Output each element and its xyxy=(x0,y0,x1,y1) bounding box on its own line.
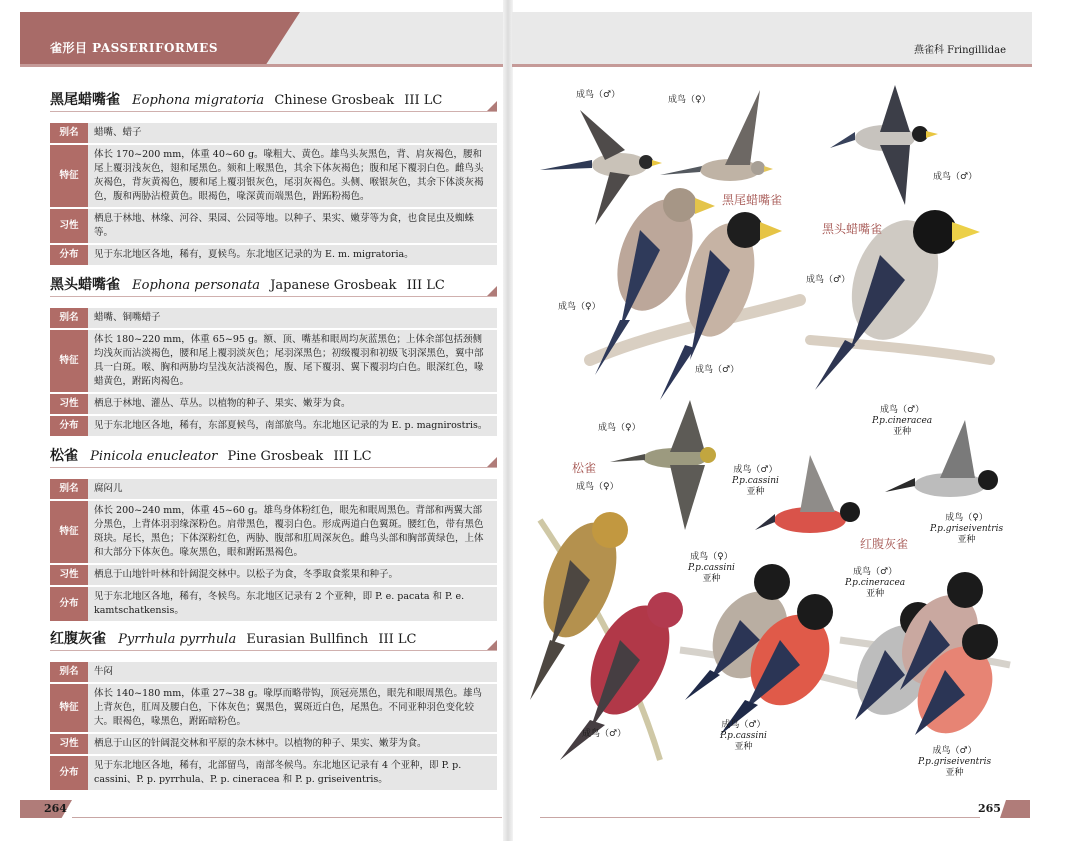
species-latin-name: Pyrrhula pyrrhula xyxy=(118,632,237,647)
row-key: 分布 xyxy=(50,416,88,436)
species-latin-name: Eophona personata xyxy=(132,278,261,293)
row-key: 习性 xyxy=(50,565,88,585)
label-subspecies-word: 亚种 xyxy=(866,589,885,599)
family-title: 燕雀科 Fringillidae xyxy=(913,45,1006,56)
row-value: 体长 170~200 mm，体重 40~60 g。喙粗大、黄色。雄鸟头灰黑色，背、肩灰褐色，腰和尾上覆羽浅灰色，翅和尾黑色。颏和上喉黑色，其余下体灰褐色；腹和尾下覆羽白色。雌鸟头灰褐色，背灰黄褐色，腰和尾上覆羽银灰色，尾羽灰褐色。头侧、喉银灰色，其余下体淡灰褐色，腹和两胁沾橙黄色。眼褐色，喙深黄而端黑色，跗跖粉褐色。 xyxy=(88,145,497,207)
subspecies-name: P.p.cineracea xyxy=(845,578,906,588)
row-key: 别名 xyxy=(50,308,88,328)
label-bullfinch-cineracea-male xyxy=(845,567,905,600)
label-subspecies xyxy=(688,563,735,574)
title-corner-mark xyxy=(487,101,497,111)
label-subspecies-word: 亚种 xyxy=(945,768,964,778)
info-row-distribution xyxy=(50,587,497,621)
species-entry-migratoria xyxy=(50,89,497,267)
page-number: 265 xyxy=(978,802,1001,815)
row-key: 分布 xyxy=(50,245,88,265)
info-row-habits xyxy=(50,394,497,414)
species-en-name: Japanese Grosbeak xyxy=(270,278,397,293)
info-row-features xyxy=(50,145,497,207)
species-cn-name: 松雀 xyxy=(50,448,78,464)
label-subspecies xyxy=(732,476,779,487)
plate-name-pyrrhula: 红腹灰雀 xyxy=(860,537,909,551)
header-band xyxy=(20,12,300,64)
row-value: 栖息于林地、林缘、河谷、果园、公园等地。以种子、果实、嫩芽等为食，也食昆虫及蜘蛛等。 xyxy=(88,209,497,243)
species-status: III LC xyxy=(333,449,372,464)
species-en-name: Eurasian Bullfinch xyxy=(246,632,369,647)
info-row-habits xyxy=(50,209,497,243)
row-key: 习性 xyxy=(50,394,88,414)
row-key: 习性 xyxy=(50,209,88,243)
info-row-alias xyxy=(50,479,497,499)
footer-rule-left xyxy=(72,817,502,818)
label-subspecies-word: 亚种 xyxy=(734,742,753,752)
page-number: 264 xyxy=(44,802,67,815)
row-key: 分布 xyxy=(50,587,88,621)
row-value: 腐闷儿 xyxy=(88,479,497,499)
row-key: 特征 xyxy=(50,145,88,207)
label-adult: 成鸟（♀） xyxy=(668,95,711,105)
info-row-features xyxy=(50,684,497,732)
label-adult: 成鸟（♂） xyxy=(733,465,778,475)
label-subspecies-word: 亚种 xyxy=(746,487,765,497)
label-adult: 成鸟（♂） xyxy=(582,729,627,739)
subspecies-name: P.p.cassini xyxy=(732,476,779,486)
species-status: III LC xyxy=(378,632,417,647)
grosbeak-flying-male-icon xyxy=(540,110,662,225)
species-entry-enucleator xyxy=(50,445,497,623)
left-page-header xyxy=(20,12,505,64)
row-value: 见于东北地区各地，稀有，冬候鸟。东北地区记录有 2 个亚种，即 P. e. pacata 和 P. e. kamtschatkensis。 xyxy=(88,587,497,621)
row-key: 别名 xyxy=(50,479,88,499)
subspecies-name: P.p.cineracea xyxy=(872,416,933,426)
info-row-alias xyxy=(50,308,497,328)
label-bullfinch-cassini-female xyxy=(688,552,735,585)
plate-name-enucleator: 松雀 xyxy=(572,461,597,475)
row-key: 习性 xyxy=(50,734,88,754)
row-value: 蜡嘴、蜡子 xyxy=(88,123,497,143)
species-info-table xyxy=(50,660,497,792)
row-value: 体长 200~240 mm，体重 45~60 g。雄鸟身体粉红色，眼先和眼周黑色。背部和两翼大部分黑色，上背体羽羽缘深粉色。肩带黑色，覆羽白色。形成两道白色翼斑。腰红色，带有黑色斑块。尾长，黑色；下体深粉红色，两胁、腹部和肛周深灰色。雌鸟头部和胸部黄绿色，上体和大部分下体灰色。喙灰黑色，眼和跗跖黑褐色。 xyxy=(88,501,497,563)
species-latin-name: Pinicola enucleator xyxy=(90,449,218,464)
species-latin-name: Eophona migratoria xyxy=(132,93,265,108)
label-bullfinch-cassini-flying xyxy=(732,465,779,498)
info-row-alias xyxy=(50,662,497,682)
title-corner-mark xyxy=(487,457,497,467)
label-adult: 成鸟（♂） xyxy=(933,172,978,182)
row-key: 特征 xyxy=(50,501,88,563)
subspecies-name: P.p.griseiventris xyxy=(918,757,992,767)
info-row-habits xyxy=(50,734,497,754)
info-row-distribution xyxy=(50,245,497,265)
row-value: 栖息于林地、灌丛、草丛。以植物的种子、果实、嫩芽为食。 xyxy=(88,394,497,414)
order-title: 雀形目 PASSERIFORMES xyxy=(50,41,218,55)
subspecies-name: P.p.cassini xyxy=(720,731,767,741)
label-bullfinch-cineracea-flying xyxy=(872,405,932,438)
species-title xyxy=(50,274,497,297)
subspecies-name: P.p.griseiventris xyxy=(930,524,1004,534)
right-page xyxy=(510,0,1077,841)
subspecies-name: P.p.cassini xyxy=(688,563,735,573)
label-adult: 成鸟（♂） xyxy=(721,720,766,730)
label-subspecies xyxy=(720,731,767,742)
info-row-distribution xyxy=(50,416,497,436)
species-info-table xyxy=(50,306,497,438)
left-page xyxy=(0,0,505,841)
species-cn-name: 黑头蜡嘴雀 xyxy=(50,277,120,293)
plate-name-personata: 黑头蜡嘴雀 xyxy=(822,222,883,236)
label-adult: 成鸟（♂） xyxy=(932,746,977,756)
info-row-features xyxy=(50,501,497,563)
page-number-left xyxy=(20,800,170,818)
label-subspecies xyxy=(845,578,905,589)
pine-grosbeak-flying-female-icon xyxy=(610,400,716,530)
label-bullfinch-griseiventris-male xyxy=(918,746,991,779)
header-rule xyxy=(20,64,505,67)
row-value: 见于东北地区各地，稀有，北部留鸟，南部冬候鸟。东北地区记录有 4 个亚种，即 P. p. cassini、P. p. pyrrhula、P. p. cineracea 和 P. p. griseiventris。 xyxy=(88,756,497,790)
title-corner-mark xyxy=(487,640,497,650)
species-entry-personata xyxy=(50,274,497,438)
info-row-alias xyxy=(50,123,497,143)
label-adult: 成鸟（♂） xyxy=(806,275,851,285)
label-subspecies xyxy=(930,524,1003,535)
species-entry-pyrrhula xyxy=(50,628,497,792)
row-value: 牛闷 xyxy=(88,662,497,682)
plate-name-migratoria: 黑尾蜡嘴雀 xyxy=(722,193,783,207)
label-adult: 成鸟（♀） xyxy=(690,552,733,562)
row-value: 体长 180~220 mm，体重 65~95 g。额、顶、嘴基和眼周均灰蓝黑色；上体余部包括颈侧均浅灰而沾淡褐色，腰和尾上覆羽淡灰色；尾羽深黑色；初级覆羽和初级飞羽深黑色，翼中部具一白斑。喉、胸和两胁均呈浅灰沾淡褐色，腹、尾下覆羽、翼下覆羽均白色。眼深红色，喙蜡黄色，跗跖肉褐色。 xyxy=(88,330,497,392)
species-status: III LC xyxy=(404,93,443,108)
row-value: 栖息于山地针叶林和针阔混交林中。以松子为食，冬季取食浆果和种子。 xyxy=(88,565,497,585)
row-key: 别名 xyxy=(50,123,88,143)
row-value: 见于东北地区各地，稀有，东部夏候鸟，南部旅鸟。东北地区记录的为 E. p. magnirostris。 xyxy=(88,416,497,436)
row-value: 蜡嘴、铜嘴蜡子 xyxy=(88,308,497,328)
label-subspecies xyxy=(872,416,932,427)
label-subspecies-word: 亚种 xyxy=(702,574,721,584)
label-adult: 成鸟（♀） xyxy=(945,513,988,523)
species-status: III LC xyxy=(406,278,445,293)
species-info-table xyxy=(50,477,497,623)
row-value: 见于东北地区各地，稀有，夏候鸟。东北地区记录的为 E. m. migratoria。 xyxy=(88,245,497,265)
info-row-features xyxy=(50,330,497,392)
page-number-right xyxy=(940,800,1030,818)
title-corner-mark xyxy=(487,286,497,296)
info-row-distribution xyxy=(50,756,497,790)
label-adult: 成鸟（♀） xyxy=(598,423,641,433)
label-adult: 成鸟（♀） xyxy=(558,302,601,312)
label-bullfinch-griseiventris-flying xyxy=(930,513,1003,546)
label-bullfinch-cassini-male xyxy=(720,720,767,753)
species-title xyxy=(50,445,497,468)
page-tab-right xyxy=(1000,800,1030,818)
label-subspecies xyxy=(918,757,991,768)
label-adult: 成鸟（♂） xyxy=(880,405,925,415)
species-title xyxy=(50,89,497,112)
species-en-name: Pine Grosbeak xyxy=(227,449,324,464)
label-adult: 成鸟（♂） xyxy=(695,365,740,375)
label-subspecies-word: 亚种 xyxy=(957,535,976,545)
info-row-habits xyxy=(50,565,497,585)
species-cn-name: 黑尾蜡嘴雀 xyxy=(50,92,120,108)
label-subspecies-word: 亚种 xyxy=(893,427,912,437)
row-value: 栖息于山区的针阔混交林和平原的杂木林中。以植物的种子、果实、嫩芽为食。 xyxy=(88,734,497,754)
row-key: 特征 xyxy=(50,330,88,392)
label-adult: 成鸟（♂） xyxy=(576,90,621,100)
black-headed-grosbeak-flying-icon xyxy=(830,85,938,205)
label-adult: 成鸟（♂） xyxy=(853,567,898,577)
species-info-table xyxy=(50,121,497,267)
row-key: 特征 xyxy=(50,684,88,732)
footer-rule-right xyxy=(540,817,980,818)
row-key: 分布 xyxy=(50,756,88,790)
bird-plate-illustration xyxy=(510,0,1077,841)
species-title xyxy=(50,628,497,651)
species-cn-name: 红腹灰雀 xyxy=(50,631,106,647)
species-en-name: Chinese Grosbeak xyxy=(274,93,395,108)
row-value: 体长 140~180 mm，体重 27~38 g。喙厚而略带钩，顶冠亮黑色，眼先和眼周黑色。雄鸟上背灰色，肛周及腰白色，下体灰色；翼黑色，翼斑近白色，尾黑色。不同亚种羽色变化较大。眼褐色，喙黑色，跗跖暗粉色。 xyxy=(88,684,497,732)
row-key: 别名 xyxy=(50,662,88,682)
label-adult: 成鸟（♀） xyxy=(576,482,619,492)
